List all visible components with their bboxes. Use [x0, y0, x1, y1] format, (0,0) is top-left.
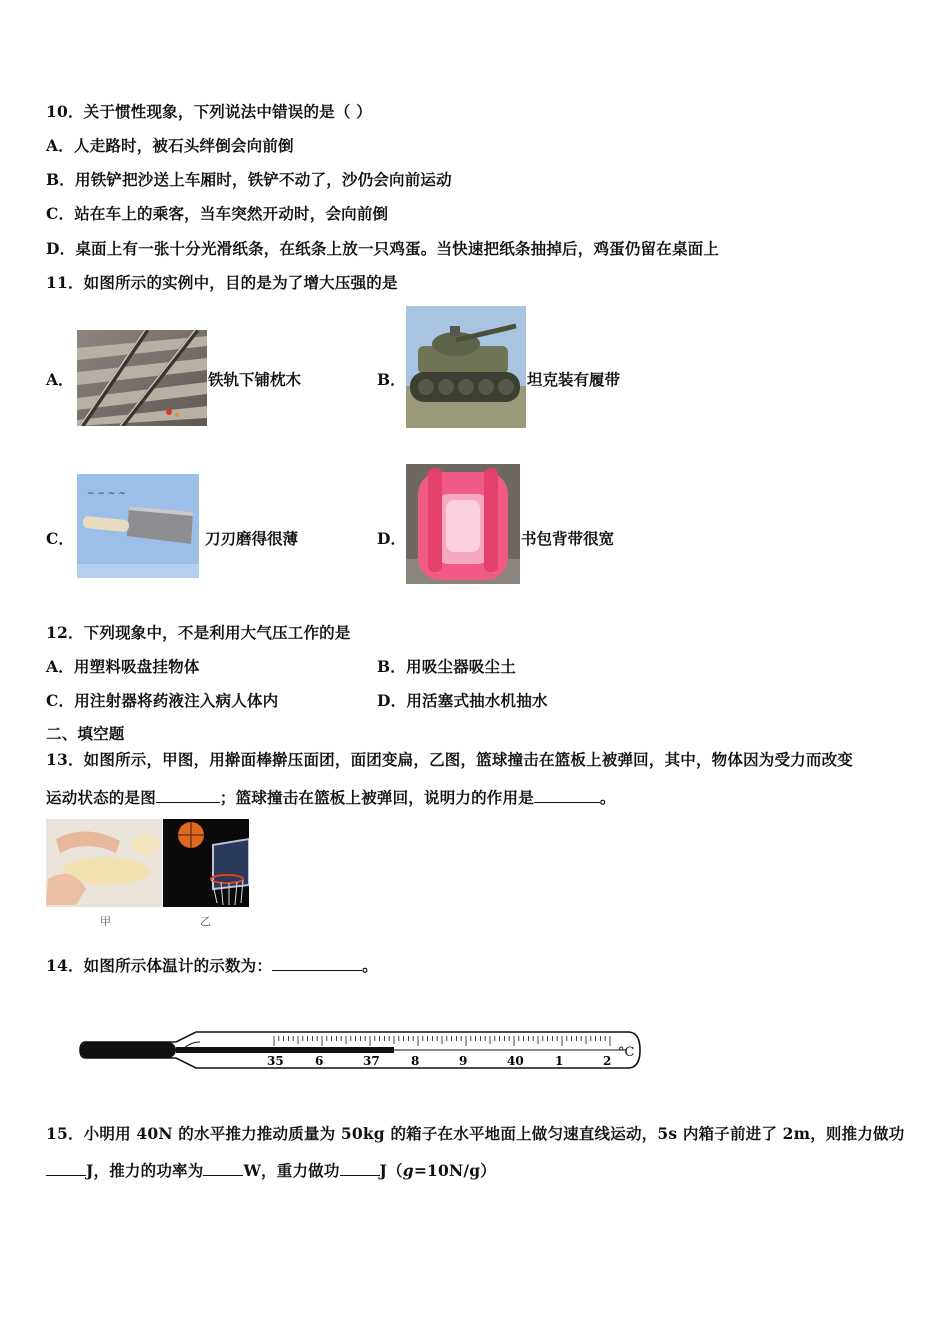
q14-stem [46, 956, 378, 976]
dough-rolling-image [46, 819, 162, 907]
q10-option-a: A．人走路时，被石头绊倒会向前倒 [46, 136, 294, 155]
q13-text-c: 。 [599, 788, 616, 807]
q10-option-c: C．站在车上的乘客，当车突然开动时，会向前倒 [46, 204, 389, 223]
q14-text-b: 。 [362, 956, 378, 975]
q15-text-1: J，推力的功率为 [86, 1161, 204, 1180]
q11-b-label: B． [377, 370, 406, 389]
q11-b-caption: 坦克装有履带 [527, 370, 621, 389]
scale-label: 35 [267, 1054, 284, 1068]
q11-a-label: A． [46, 370, 74, 389]
q10-stem: 10．关于惯性现象，下列说法中错误的是（ ） [46, 102, 372, 121]
thermometer-unit: °C [618, 1045, 635, 1060]
q15-text-4: =10N/g） [413, 1161, 496, 1180]
q15-line2 [46, 1161, 496, 1181]
q15-text-3: J（ [379, 1161, 403, 1180]
scale-label: 2 [603, 1054, 612, 1068]
q12-option-a: A．用塑料吸盘挂物体 [46, 657, 200, 676]
q13-text-b: ；篮球撞击在篮板上被弹回，说明力的作用是 [219, 788, 534, 807]
q11-c-caption: 刀刃磨得很薄 [205, 529, 299, 548]
q11-stem: 11．如图所示的实例中，目的是为了增大压强的是 [46, 273, 398, 292]
schoolbag-image [406, 464, 520, 584]
scale-label: 40 [507, 1054, 524, 1068]
q15-g-symbol: g [402, 1161, 414, 1180]
q11-c-label: C． [46, 529, 74, 548]
q14-text-a: 14．如图所示体温计的示数为： [46, 956, 273, 975]
scale-label: 6 [315, 1054, 324, 1068]
image-label-yi: 乙 [200, 915, 211, 928]
q11-a-caption: 铁轨下铺枕木 [208, 370, 302, 389]
q12-option-c: C．用注射器将药液注入病人体内 [46, 691, 279, 710]
mercury-column [176, 1047, 394, 1053]
clinical-thermometer [78, 1028, 644, 1072]
q13-text-a: 运动状态的是图 [46, 788, 156, 807]
q12-stem: 12．下列现象中，不是利用大气压工作的是 [46, 623, 351, 642]
scale-label: 1 [555, 1054, 564, 1068]
q10-option-b: B．用铁铲把沙送上车厢时，铁铲不动了，沙仍会向前运动 [46, 170, 452, 189]
knife-image [77, 474, 199, 578]
q13-answer-blank-2[interactable] [534, 788, 600, 803]
q13-line2 [46, 788, 616, 808]
scale-label: 37 [363, 1054, 380, 1068]
q13-line1: 13．如图所示，甲图，用擀面棒擀压面团，面团变扁，乙图，篮球撞击在篮板上被弹回，其中，物体因为受力而改变 [46, 750, 853, 769]
q12-option-d: D．用活塞式抽水机抽水 [377, 691, 548, 710]
q15-text-2: W，重力做功 [243, 1161, 340, 1180]
q11-d-label: D． [377, 529, 406, 548]
q15-answer-blank-2[interactable] [203, 1161, 243, 1176]
q14-answer-blank[interactable] [272, 956, 362, 971]
q12-option-b: B．用吸尘器吸尘土 [377, 657, 516, 676]
image-label-jia: 甲 [100, 915, 111, 928]
scale-label: 8 [411, 1054, 420, 1068]
thermometer-bulb [80, 1042, 176, 1058]
q15-answer-blank-3[interactable] [340, 1161, 380, 1176]
q10-option-d: D．桌面上有一张十分光滑纸条，在纸条上放一只鸡蛋。当快速把纸条抽掉后，鸡蛋仍留在桌面上 [46, 239, 720, 258]
railway-sleepers-image [77, 330, 207, 426]
q13-answer-blank-1[interactable] [156, 788, 220, 803]
svg-text:~ ~ ~ ~: ~ ~ ~ ~ [87, 489, 126, 499]
q15-answer-blank-1[interactable] [46, 1161, 86, 1176]
section-title-fill-blank: 二、填空题 [46, 724, 125, 743]
tank-image [406, 306, 526, 428]
q15-line1: 15．小明用 40N 的水平推力推动质量为 50kg 的箱子在水平地面上做匀速直线运动，5s 内箱子前进了 2m，则推力做功 [46, 1124, 905, 1143]
q11-d-caption: 书包背带很宽 [521, 529, 615, 548]
basketball-hoop-image [163, 819, 249, 907]
scale-label: 9 [459, 1054, 468, 1068]
